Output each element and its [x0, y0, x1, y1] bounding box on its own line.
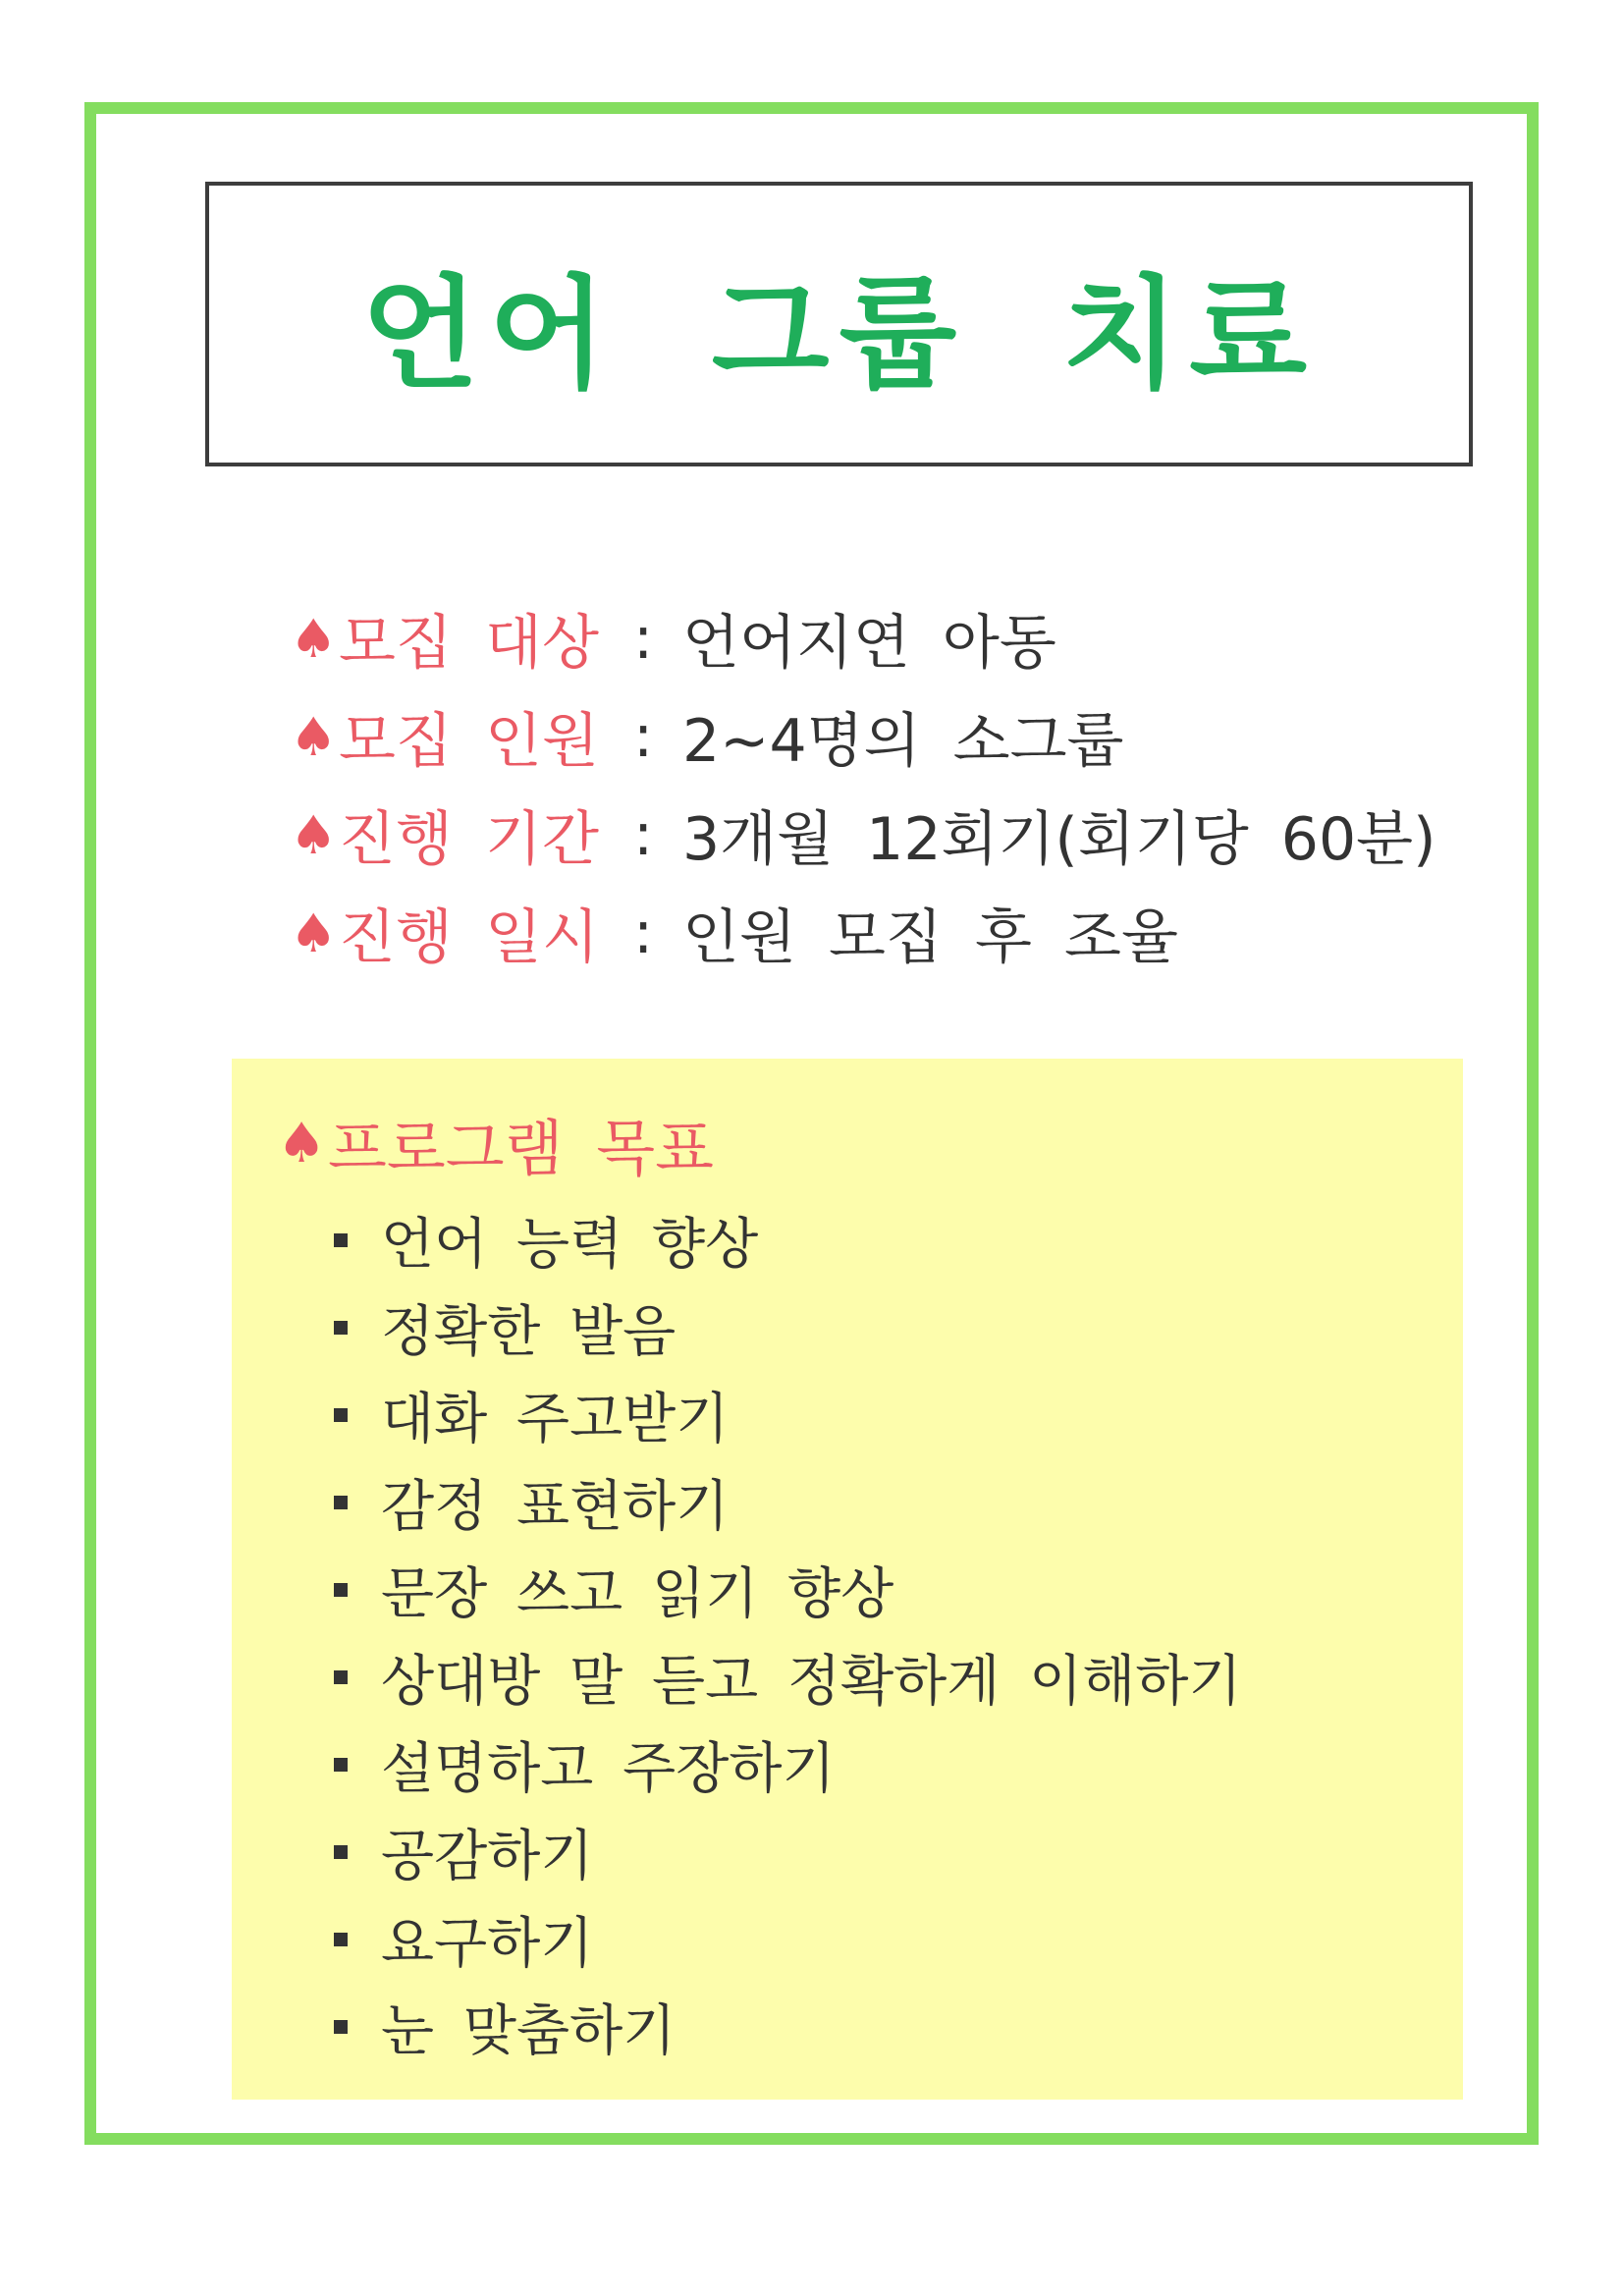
square-bullet-icon	[334, 1321, 348, 1335]
list-item	[334, 1808, 1242, 1895]
goal-text: 언어 능력 향상	[381, 1212, 759, 1277]
info-value: 언어지연 아동	[682, 609, 1056, 678]
goals-heading	[277, 1100, 714, 1187]
page-title: 언어 그룹 치료	[360, 264, 1318, 406]
list-item	[334, 1895, 1242, 1983]
info-value: 인원 모집 후 조율	[682, 903, 1178, 972]
info-value: 3개월 12회기(회기당 60분)	[682, 805, 1436, 874]
goal-text: 정확한 발음	[381, 1299, 677, 1364]
goals-list	[334, 1196, 1242, 2070]
goal-text: 대화 주고받기	[381, 1387, 730, 1451]
list-item	[334, 1371, 1242, 1458]
square-bullet-icon	[334, 1233, 348, 1247]
info-value: 2~4명의 소그룹	[682, 707, 1124, 776]
spade-icon: ♠	[290, 705, 338, 768]
goal-text: 눈 맞춤하기	[381, 1998, 677, 2063]
info-colon: :	[633, 899, 654, 967]
goal-text: 요구하기	[381, 1911, 594, 1976]
info-label: 진행 기간	[339, 805, 599, 874]
info-label: 모집 인원	[339, 707, 599, 776]
info-colon: :	[633, 800, 654, 869]
list-item	[334, 1721, 1242, 1808]
square-bullet-icon	[334, 1670, 348, 1684]
square-bullet-icon	[334, 1758, 348, 1772]
list-item	[334, 1196, 1242, 1284]
list-item	[334, 1546, 1242, 1633]
list-item	[334, 1633, 1242, 1721]
list-item	[334, 1284, 1242, 1371]
goal-text: 상대방 말 듣고 정확하게 이해하기	[381, 1649, 1242, 1714]
square-bullet-icon	[334, 1933, 348, 1946]
square-bullet-icon	[334, 1408, 348, 1422]
info-label: 모집 대상	[339, 609, 599, 678]
spade-icon: ♠	[277, 1112, 327, 1175]
info-colon: :	[633, 604, 654, 673]
goal-text: 공감하기	[381, 1824, 594, 1888]
info-list	[290, 589, 1488, 982]
goal-text: 설명하고 주장하기	[381, 1736, 836, 1801]
square-bullet-icon	[334, 1845, 348, 1859]
list-item	[334, 1458, 1242, 1546]
spade-icon: ♠	[290, 803, 338, 866]
goal-text: 문장 쓰고 읽기 향상	[381, 1561, 894, 1626]
info-row-headcount	[290, 687, 1488, 786]
square-bullet-icon	[334, 1583, 348, 1597]
info-row-period	[290, 786, 1488, 884]
info-row-target	[290, 589, 1488, 687]
goals-heading-text: 프로그램 목표	[328, 1113, 715, 1184]
info-row-schedule	[290, 884, 1488, 982]
spade-icon: ♠	[290, 607, 338, 670]
list-item	[334, 1983, 1242, 2070]
info-colon: :	[633, 702, 654, 771]
spade-icon: ♠	[290, 902, 338, 964]
goal-text: 감정 표현하기	[381, 1474, 730, 1539]
program-goals-box	[232, 1059, 1463, 2100]
square-bullet-icon	[334, 1496, 348, 1509]
title-box	[205, 182, 1473, 466]
square-bullet-icon	[334, 2020, 348, 2034]
info-label: 진행 일시	[339, 903, 599, 972]
